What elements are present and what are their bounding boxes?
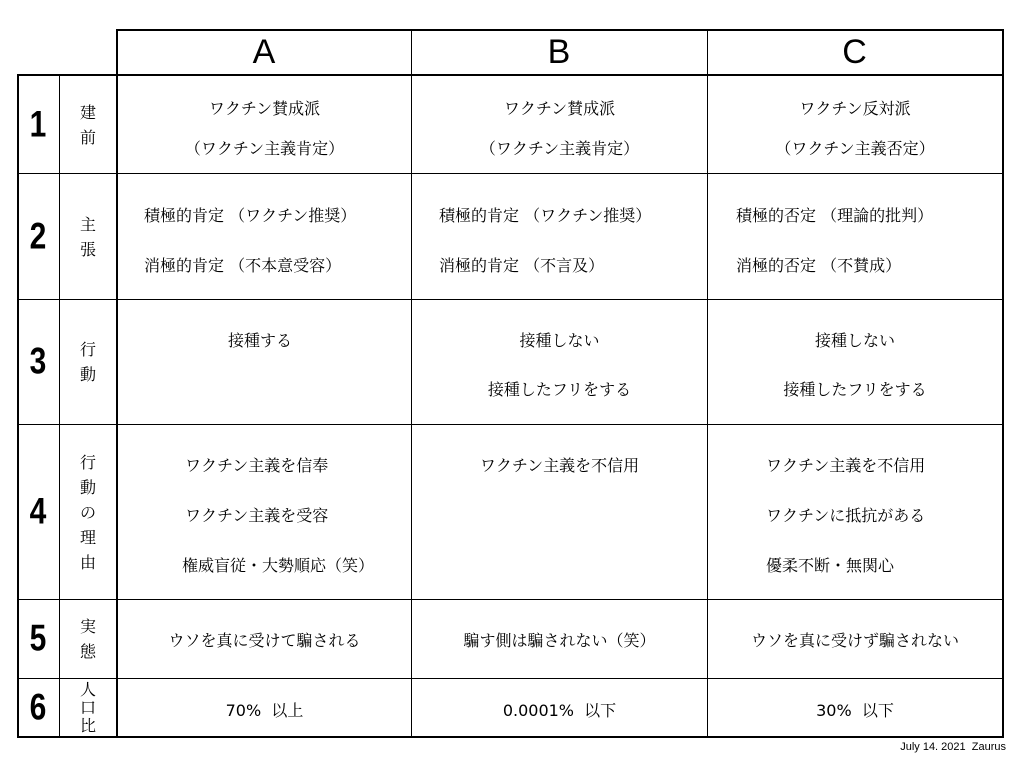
row-label-char: 動	[79, 477, 96, 497]
row-label-char: 人	[79, 679, 96, 699]
cell-text: 接種しない	[519, 331, 600, 350]
row-number: 5	[29, 617, 47, 659]
row-number: 6	[29, 686, 47, 728]
cell-text: （ワクチン主義肯定）	[479, 139, 640, 158]
table-cell	[412, 300, 707, 424]
cell-text: 30% 以下	[816, 701, 894, 720]
cell-text: 接種したフリをする	[783, 380, 927, 399]
table-cell	[412, 679, 707, 736]
row-label-char: 建	[79, 102, 96, 122]
row-number: 3	[29, 340, 47, 382]
row-number: 2	[29, 215, 47, 257]
table-cell	[708, 300, 1002, 424]
row-label	[60, 300, 116, 424]
cell-text: 積極的肯定 （ワクチン推奨）	[144, 206, 357, 225]
row-label-char: の	[79, 502, 96, 522]
cell-text: ウソを真に受けず騙されない	[750, 631, 959, 650]
row-label-char: 動	[79, 365, 96, 384]
cell-text: （ワクチン主義否定）	[775, 139, 935, 158]
row-label-char: 行	[79, 340, 96, 359]
table-cell	[708, 600, 1002, 678]
cell-text: ワクチン主義を信奉	[185, 456, 329, 475]
row-number: 4	[29, 490, 47, 532]
row-number: 1	[29, 103, 47, 145]
table-cell	[708, 174, 1002, 299]
table-cell	[118, 679, 411, 736]
cell-text: 70% 以上	[225, 701, 304, 720]
cell-text: ウソを真に受けて騙される	[168, 631, 361, 650]
cell-text: 消極的否定 （不賛成）	[736, 256, 902, 275]
table-cell	[708, 76, 1002, 173]
table-cell	[708, 679, 1002, 736]
cell-text: 接種しない	[814, 331, 895, 350]
cell-text: ワクチン主義を不信用	[479, 456, 640, 475]
table-cell	[118, 600, 411, 678]
cell-text: 接種する	[228, 331, 293, 350]
cell-text: 権威盲従・大勢順応（笑）	[182, 556, 375, 575]
row-label-char: 実	[79, 617, 96, 636]
cell-text: 騙す側は騙されない（笑）	[463, 631, 656, 650]
row-label-char: 由	[79, 552, 96, 572]
cell-text: ワクチンに抵抗がある	[766, 506, 926, 525]
table-cell	[412, 425, 707, 599]
footer-credit: July 14. 2021 Zaurus	[900, 741, 1006, 753]
cell-text: 優柔不断・無関心	[766, 556, 895, 575]
row-label	[60, 425, 116, 599]
cell-text: 0.0001% 以下	[502, 701, 617, 720]
row-label-char: 前	[79, 127, 96, 147]
column-header-a: A	[252, 32, 277, 71]
row-label-char: 張	[79, 239, 96, 259]
table-cell	[708, 425, 1002, 599]
cell-text: ワクチン反対派	[799, 99, 911, 118]
cell-text: 消極的肯定 （不本意受容）	[144, 256, 342, 275]
cell-text: 積極的肯定 （ワクチン推奨）	[439, 206, 652, 225]
table-cell	[118, 174, 411, 299]
row-label	[60, 600, 116, 678]
cell-text: 接種したフリをする	[487, 380, 632, 399]
column-header-b: B	[547, 32, 572, 71]
row-label-char: 行	[79, 452, 96, 472]
cell-text: （ワクチン主義肯定）	[184, 139, 345, 158]
row-label	[60, 679, 116, 736]
cell-text: ワクチン賛成派	[208, 99, 321, 118]
table-border-right	[1002, 29, 1004, 738]
table-cell	[412, 76, 707, 173]
row-label	[60, 174, 116, 299]
row-label	[60, 76, 116, 173]
row-label-char: 態	[79, 642, 96, 661]
table-cell	[118, 76, 411, 173]
cell-text: 積極的否定 （理論的批判）	[736, 206, 934, 225]
row-label-char: 理	[79, 527, 96, 547]
row-label-char: 口	[79, 697, 96, 717]
table-cell	[118, 425, 411, 599]
row-label-char: 比	[79, 715, 96, 735]
cell-text: ワクチン主義を受容	[185, 506, 329, 525]
table-border-bottom	[17, 736, 1003, 738]
row-label-char: 主	[79, 214, 96, 234]
table-cell	[118, 300, 411, 424]
column-header-c: C	[842, 32, 868, 71]
table-cell	[412, 600, 707, 678]
cell-text: ワクチン賛成派	[503, 99, 616, 118]
table-cell	[412, 174, 707, 299]
cell-text: ワクチン主義を不信用	[766, 456, 926, 475]
cell-text: 消極的肯定 （不言及）	[439, 256, 605, 275]
